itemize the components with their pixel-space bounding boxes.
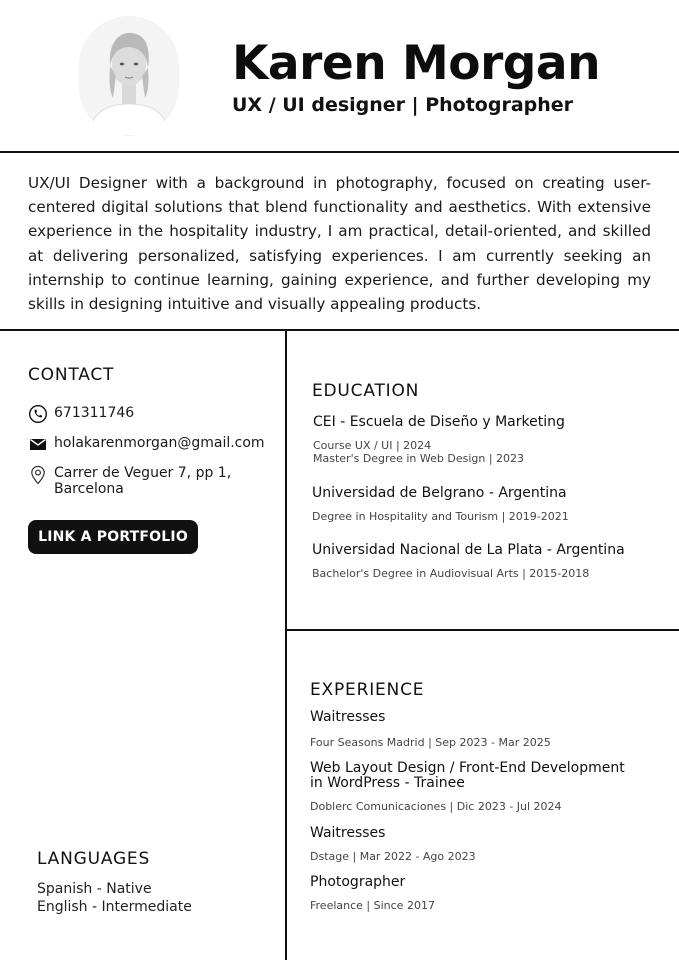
language-item: English - Intermediate: [37, 899, 192, 915]
email-address: holakarenmorgan@gmail.com: [54, 435, 265, 451]
education-divider: [286, 629, 679, 631]
profile-summary: UX/UI Designer with a background in photography, focused on creating user-centered digital solutions that blend functionality and aesthetics. With extensive experience in the hospitality industry, I am practical, detail-oriented, and skilled at delivering personalized, satisfying experiences. I am currently seeking an internship to continue learning, gaining experience, and further developing my skills in designing intuitive and visually appealing products.: [28, 174, 651, 314]
contact-email[interactable]: [28, 434, 265, 454]
candidate-name: Karen Morgan: [232, 36, 601, 91]
experience-detail: Freelance | Since 2017: [310, 899, 435, 912]
language-item: Spanish - Native: [37, 881, 152, 897]
envelope-icon: [28, 434, 48, 454]
experience-detail: Four Seasons Madrid | Sep 2023 - Mar 2025: [310, 736, 551, 749]
education-detail: Master's Degree in Web Design | 2023: [313, 452, 525, 465]
experience-title: Web Layout Design / Front-End Development: [310, 760, 625, 776]
education-title: Universidad de Belgrano - Argentina: [312, 485, 567, 501]
experience-detail: Doblerc Comunicaciones | Dic 2023 - Jul 2024: [310, 800, 562, 813]
experience-title: Waitresses: [310, 825, 386, 841]
address-line-1: Carrer de Veguer 7, pp 1,: [54, 465, 232, 481]
education-title: CEI - Escuela de Diseño y Marketing: [313, 414, 565, 430]
location-pin-icon: [28, 465, 48, 485]
experience-title: Photographer: [310, 874, 406, 890]
education-heading: EDUCATION: [312, 381, 420, 401]
phone-number: 671311746: [54, 405, 135, 421]
education-detail: Course UX / UI | 2024: [313, 439, 432, 452]
address-line-2: Barcelona: [54, 481, 124, 497]
experience-title-continued: in WordPress - Trainee: [310, 775, 465, 791]
experience-detail: Dstage | Mar 2022 - Ago 2023: [310, 850, 476, 863]
experience-heading: EXPERIENCE: [310, 680, 425, 700]
education-detail: Bachelor's Degree in Audiovisual Arts | 2015-2018: [312, 567, 590, 580]
languages-heading: LANGUAGES: [37, 849, 151, 869]
summary-divider: [0, 329, 679, 331]
contact-address: [28, 465, 231, 497]
header-divider: [0, 151, 679, 153]
contact-phone[interactable]: [28, 404, 134, 424]
experience-title: Waitresses: [310, 709, 386, 725]
candidate-role: UX / UI designer | Photographer: [232, 94, 574, 116]
profile-photo: [79, 16, 179, 136]
education-title: Universidad Nacional de La Plata - Argentina: [312, 542, 625, 558]
education-detail: Degree in Hospitality and Tourism | 2019-2021: [312, 510, 569, 523]
phone-icon: [28, 404, 48, 424]
contact-heading: CONTACT: [28, 365, 115, 385]
portfolio-link-button[interactable]: LINK A PORTFOLIO: [28, 520, 198, 554]
column-divider: [285, 330, 287, 960]
